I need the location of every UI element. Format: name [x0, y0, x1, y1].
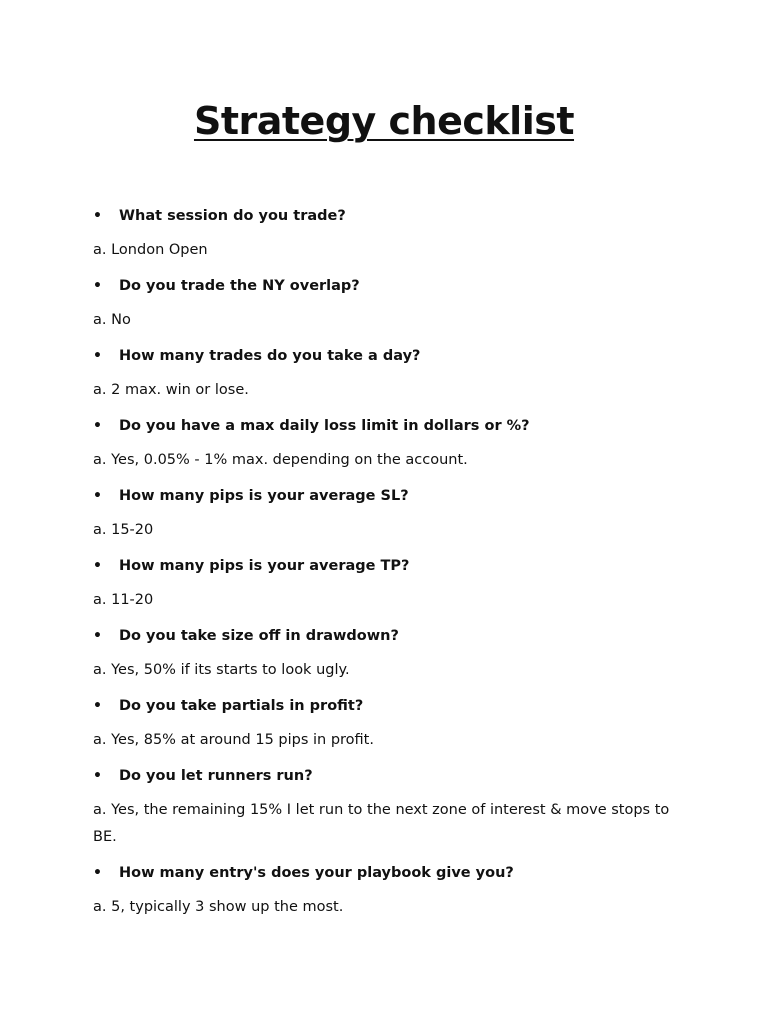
checklist-item — [93, 202, 683, 264]
question-text: How many entry's does your playbook give you? — [119, 865, 514, 881]
question-text: Do you take partials in profit? — [119, 698, 364, 714]
checklist-item — [93, 859, 683, 921]
question — [93, 859, 683, 894]
question — [93, 272, 683, 307]
bullet-icon: • — [93, 278, 102, 294]
question — [93, 202, 683, 237]
bullet-icon: • — [93, 418, 102, 434]
answer: a. Yes, 85% at around 15 pips in profit. — [93, 732, 374, 748]
checklist-item — [93, 412, 683, 474]
answer: a. London Open — [93, 242, 208, 258]
checklist-item — [93, 552, 683, 614]
checklist-item — [93, 692, 683, 754]
question-text: How many pips is your average SL? — [119, 488, 409, 504]
bullet-icon: • — [93, 558, 102, 574]
checklist-item — [93, 482, 683, 544]
question — [93, 622, 683, 657]
question — [93, 412, 683, 447]
question — [93, 482, 683, 517]
checklist-item — [93, 762, 683, 851]
bullet-icon: • — [93, 628, 102, 644]
bullet-icon: • — [93, 488, 102, 504]
question — [93, 762, 683, 797]
bullet-icon: • — [93, 698, 102, 714]
checklist-item — [93, 342, 683, 404]
bullet-icon: • — [93, 768, 102, 784]
question-text: Do you have a max daily loss limit in dollars or %? — [119, 418, 530, 434]
bullet-icon: • — [93, 348, 102, 364]
answer: a. Yes, 50% if its starts to look ugly. — [93, 662, 350, 678]
answer: a. 15-20 — [93, 522, 154, 538]
checklist-item — [93, 622, 683, 684]
question-text: What session do you trade? — [119, 208, 346, 224]
checklist — [93, 202, 683, 929]
answer: a. Yes, the remaining 15% I let run to the next zone of interest & move stops to BE. — [93, 802, 670, 845]
question-text: Do you trade the NY overlap? — [119, 278, 360, 294]
question-text: How many pips is your average TP? — [119, 558, 410, 574]
question — [93, 342, 683, 377]
answer: a. No — [93, 312, 131, 328]
answer: a. 11-20 — [93, 592, 154, 608]
question — [93, 552, 683, 587]
answer: a. Yes, 0.05% - 1% max. depending on the account. — [93, 452, 468, 468]
bullet-icon: • — [93, 865, 102, 881]
question — [93, 692, 683, 727]
checklist-item — [93, 272, 683, 334]
answer: a. 2 max. win or lose. — [93, 382, 249, 398]
question-text: How many trades do you take a day? — [119, 348, 421, 364]
bullet-icon: • — [93, 208, 102, 224]
question-text: Do you take size off in drawdown? — [119, 628, 399, 644]
answer: a. 5, typically 3 show up the most. — [93, 899, 344, 915]
question-text: Do you let runners run? — [119, 768, 313, 784]
page-title: Strategy checklist — [193, 99, 575, 143]
